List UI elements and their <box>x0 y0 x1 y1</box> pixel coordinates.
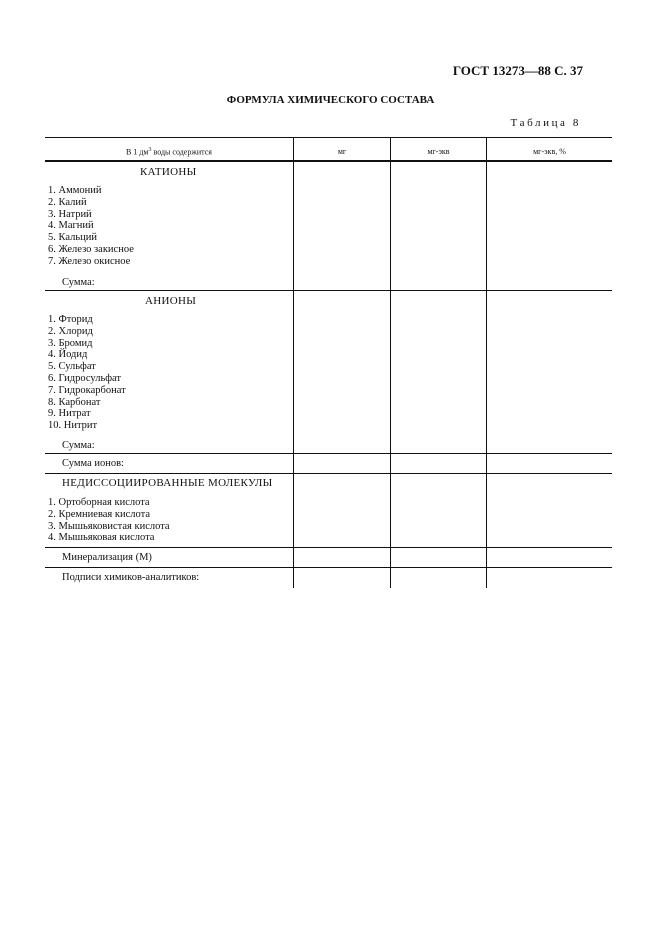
ion-sum-label: Сумма ионов: <box>62 458 124 469</box>
list-item: 4. Йодид <box>48 349 88 361</box>
table-top-rule <box>45 137 612 138</box>
column-header-content <box>45 147 293 157</box>
list-item: 3. Бромид <box>48 337 93 349</box>
column-header-content-suffix: воды содержится <box>151 147 212 157</box>
list-item: 9. Нитрат <box>48 408 91 420</box>
list-item: 2. Кремниевая кислота <box>48 508 151 520</box>
column-header-content-exponent: 3 <box>148 147 152 153</box>
list-item: 6. Железо закисное <box>48 243 134 255</box>
mineralization-bottom-rule <box>45 567 612 568</box>
anions-list <box>48 314 126 432</box>
list-item: 4. Мышьяковая кислота <box>48 532 155 544</box>
column-divider-2 <box>390 137 391 588</box>
cations-bottom-rule <box>45 290 612 291</box>
column-divider-1 <box>293 137 294 588</box>
anions-sum-label: Сумма: <box>62 440 95 451</box>
molecules-heading: НЕДИССОЦИИРОВАННЫЕ МОЛЕКУЛЫ <box>62 477 273 489</box>
anions-bottom-rule <box>45 453 612 454</box>
column-header-mg-eq-percent: мг-экв, % <box>533 147 566 156</box>
table-number: Таблица 8 <box>510 117 581 129</box>
cations-sum-label: Сумма: <box>62 277 95 288</box>
list-item: 3. Мышьяковистая кислота <box>48 520 170 532</box>
list-item: 2. Калий <box>48 196 87 208</box>
page-header: ГОСТ 13273—88 С. 37 <box>452 63 583 78</box>
list-item: 3. Натрий <box>48 208 92 220</box>
cations-list <box>48 185 134 268</box>
list-item: 7. Гидрокарбонат <box>48 384 126 396</box>
list-item: 2. Хлорид <box>48 325 93 337</box>
list-item: 1. Фторид <box>48 314 93 325</box>
document-title: ФОРМУЛА ХИМИЧЕСКОГО СОСТАВА <box>226 94 435 106</box>
molecules-bottom-rule <box>45 547 612 548</box>
cations-heading: КАТИОНЫ <box>140 166 197 178</box>
column-header-mg: мг <box>337 147 347 156</box>
list-item: 1. Ортоборная кислота <box>48 497 150 508</box>
list-item: 8. Карбонат <box>48 396 101 408</box>
signatures-label: Подписи химиков-аналитиков: <box>62 572 200 583</box>
list-item: 7. Железо окисное <box>48 255 131 267</box>
header-bottom-rule <box>45 160 612 162</box>
list-item: 10. Нитрит <box>48 420 98 432</box>
list-item: 1. Аммоний <box>48 185 102 196</box>
column-divider-3 <box>486 137 487 588</box>
list-item: 6. Гидросульфат <box>48 372 122 384</box>
ionsum-bottom-rule <box>45 473 612 474</box>
list-item: 4. Магний <box>48 220 94 232</box>
anions-heading: АНИОНЫ <box>145 295 197 307</box>
molecules-list <box>48 497 170 544</box>
column-header-mg-eq: мг-экв <box>427 147 450 156</box>
mineralization-label: Минерализация (М) <box>62 552 152 563</box>
list-item: 5. Сульфат <box>48 361 96 373</box>
list-item: 5. Кальций <box>48 232 98 244</box>
column-header-content-prefix: В 1 дм <box>126 147 149 157</box>
